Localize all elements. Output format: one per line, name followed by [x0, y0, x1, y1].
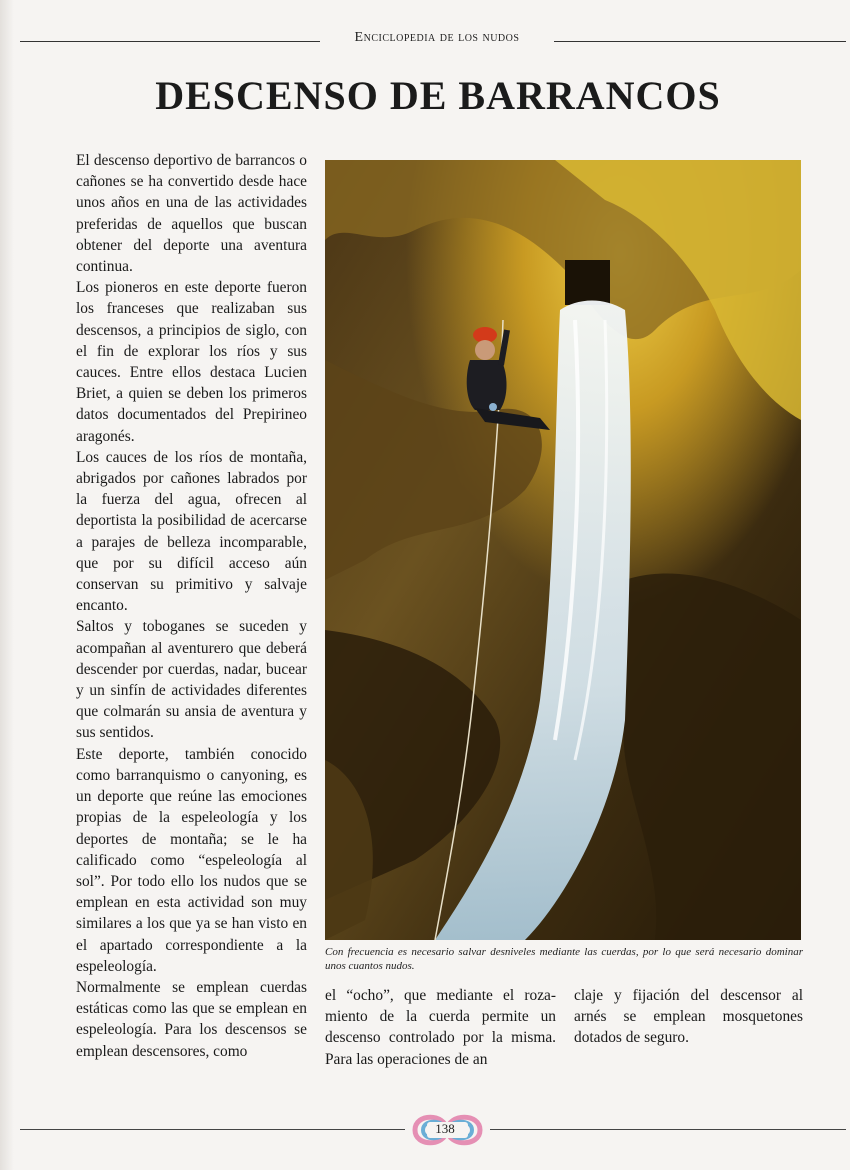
page-footer	[20, 1105, 846, 1155]
paragraph: Este deporte, también conocido como barranquismo o canyoning, es un deporte que reúne las emociones propias de la espeleología y los deportes de montaña; se le ha calificado como “espeleología al sol”. Por todo ello los nudos que se emplean en esta actividad son muy similares a los que ya se han visto en el apartado correspondiente a la espeleología.	[76, 745, 307, 975]
photo-caption: Con frecuencia es necesario salvar desniveles mediante las cuerdas, por lo que será necesario dominar unos cuantos nudos.	[325, 946, 803, 972]
footer-rule-left	[20, 1129, 405, 1130]
header-rule-right	[554, 41, 846, 42]
canyoning-photo	[325, 160, 801, 940]
running-title: Enciclopedia de los nudos	[354, 30, 520, 45]
canyoning-photo-illustration	[325, 160, 801, 940]
header-rule-left	[20, 41, 320, 42]
paragraph: Normalmente se emplean cuerdas estáticas como las que se emplean en espeleología. Para los descensos se emplean descensores, como	[76, 978, 307, 1060]
paragraph: claje y fijación del descensor al arnés se emplean mosquetones dotados de seguro.	[574, 987, 803, 1047]
paragraph: El descenso deportivo de barrancos o cañones se ha convertido desde hace unos años en una de las actividades preferidas de aquellos que buscan obtener del deporte una aventura continua.	[76, 152, 307, 276]
text-column-1	[76, 150, 307, 1062]
page-edge	[0, 0, 14, 1170]
text-column-3	[574, 985, 803, 1049]
text-column-2	[325, 985, 556, 1070]
paragraph: Los cauces de los ríos de montaña, abrigados por cañones labrados por la fuerza del agua, ofrecen al deportista la posibilidad de acercarse a parajes de belleza incomparable, que por su difícil acceso aún conservan su primitivo y salvaje encanto.	[76, 448, 307, 615]
footer-rule-right	[490, 1129, 846, 1130]
paragraph: el “ocho”, que mediante el rozamiento de la cuerda permite un descenso controlado por la misma. Para las operaciones de an	[325, 987, 556, 1068]
running-header	[20, 30, 846, 50]
page-title: DESCENSO DE BARRANCOS	[155, 73, 721, 118]
paragraph: Los pioneros en este deporte fueron los franceses que realizaban sus descensos, a principios de siglo, con el fin de explorar los ríos y sus cauces. Entre ellos destaca Lucien Briet, a quien se deben los primeros datos documentados del Prepirineo aragonés.	[76, 279, 307, 445]
page-number: 138	[435, 1121, 455, 1136]
paragraph: Saltos y toboganes se suceden y acompañan al aventurero que deberá descender por cuerdas, nadar, bucear y un sinfín de actividades diferentes que colmarán su ansia de aventura y sus sentidos.	[76, 618, 307, 742]
